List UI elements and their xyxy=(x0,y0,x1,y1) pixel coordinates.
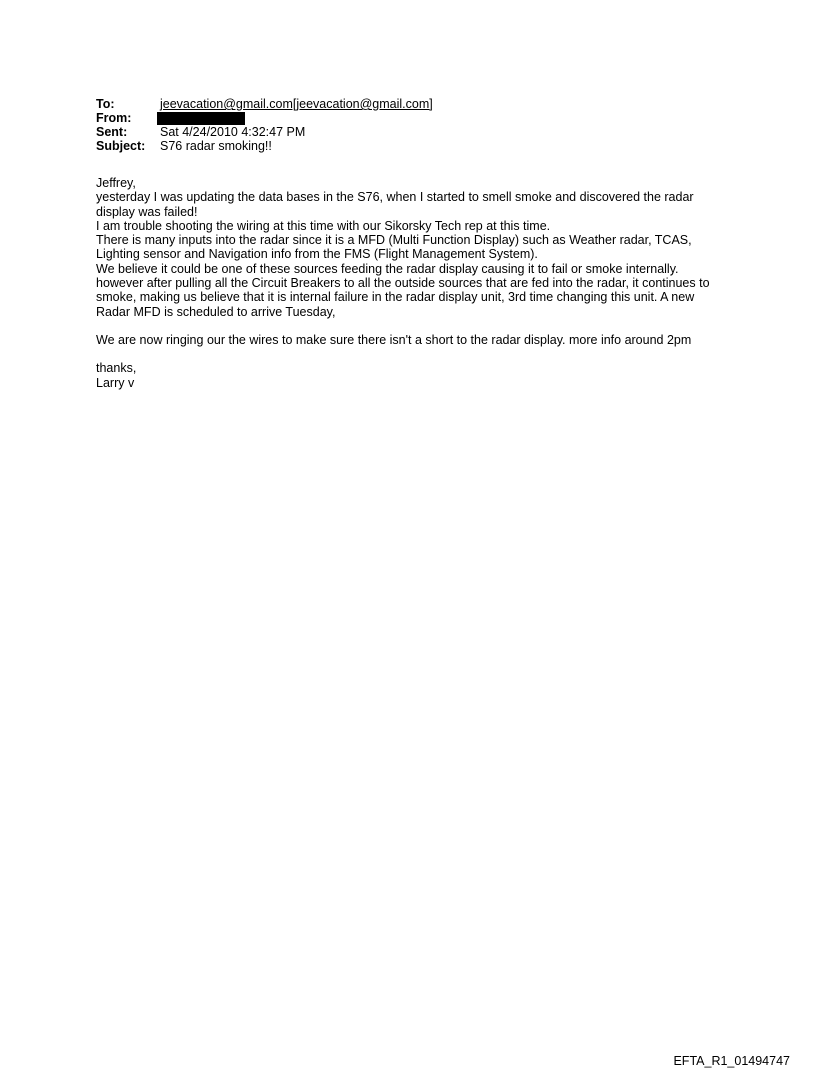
redaction-block xyxy=(157,112,245,125)
sent-row xyxy=(96,125,433,139)
subject-value: S76 radar smoking!! xyxy=(160,139,272,153)
body-line: We believe it could be one of these sources feeding the radar display causing it to fail or smoke internally. xyxy=(96,261,679,276)
closing: thanks, xyxy=(96,361,137,376)
body-line: display was failed! xyxy=(96,204,198,219)
greeting: Jeffrey, xyxy=(96,176,136,190)
from-row xyxy=(96,111,433,125)
signature: Larry v xyxy=(96,375,135,390)
sent-label: Sent: xyxy=(96,125,128,139)
to-value[interactable]: jeevacation@gmail.com[jeevacation@gmail.com] xyxy=(160,97,433,111)
followup-line: We are now ringing our the wires to make sure there isn't a short to the radar display. more info around 2pm xyxy=(96,332,692,347)
document-id: EFTA_R1_01494747 xyxy=(673,1054,790,1068)
subject-row xyxy=(96,139,433,153)
body-line: however after pulling all the Circuit Breakers to all the outside sources that are fed into the radar, it continues to xyxy=(96,276,710,291)
to-row xyxy=(96,97,433,111)
body-line: yesterday I was updating the data bases in the S76, when I started to smell smoke and discovered the radar xyxy=(96,190,694,205)
email-body xyxy=(96,176,736,390)
sent-value: Sat 4/24/2010 4:32:47 PM xyxy=(160,125,306,139)
body-line: There is many inputs into the radar since it is a MFD (Multi Function Display) such as Weather radar, TCAS, xyxy=(96,233,692,248)
body-line: Lighting sensor and Navigation info from the FMS (Flight Management System). xyxy=(96,247,538,262)
body-paragraph xyxy=(96,190,736,319)
body-line: I am trouble shooting the wiring at this time with our Sikorsky Tech rep at this time. xyxy=(96,218,551,233)
from-label: From: xyxy=(96,111,132,125)
subject-label: Subject: xyxy=(96,139,146,153)
to-label: To: xyxy=(96,97,115,111)
body-line: Radar MFD is scheduled to arrive Tuesday, xyxy=(96,304,336,319)
email-header xyxy=(96,97,433,153)
body-line: smoke, making us believe that it is internal failure in the radar display unit, 3rd time changing this unit. A new xyxy=(96,290,695,305)
